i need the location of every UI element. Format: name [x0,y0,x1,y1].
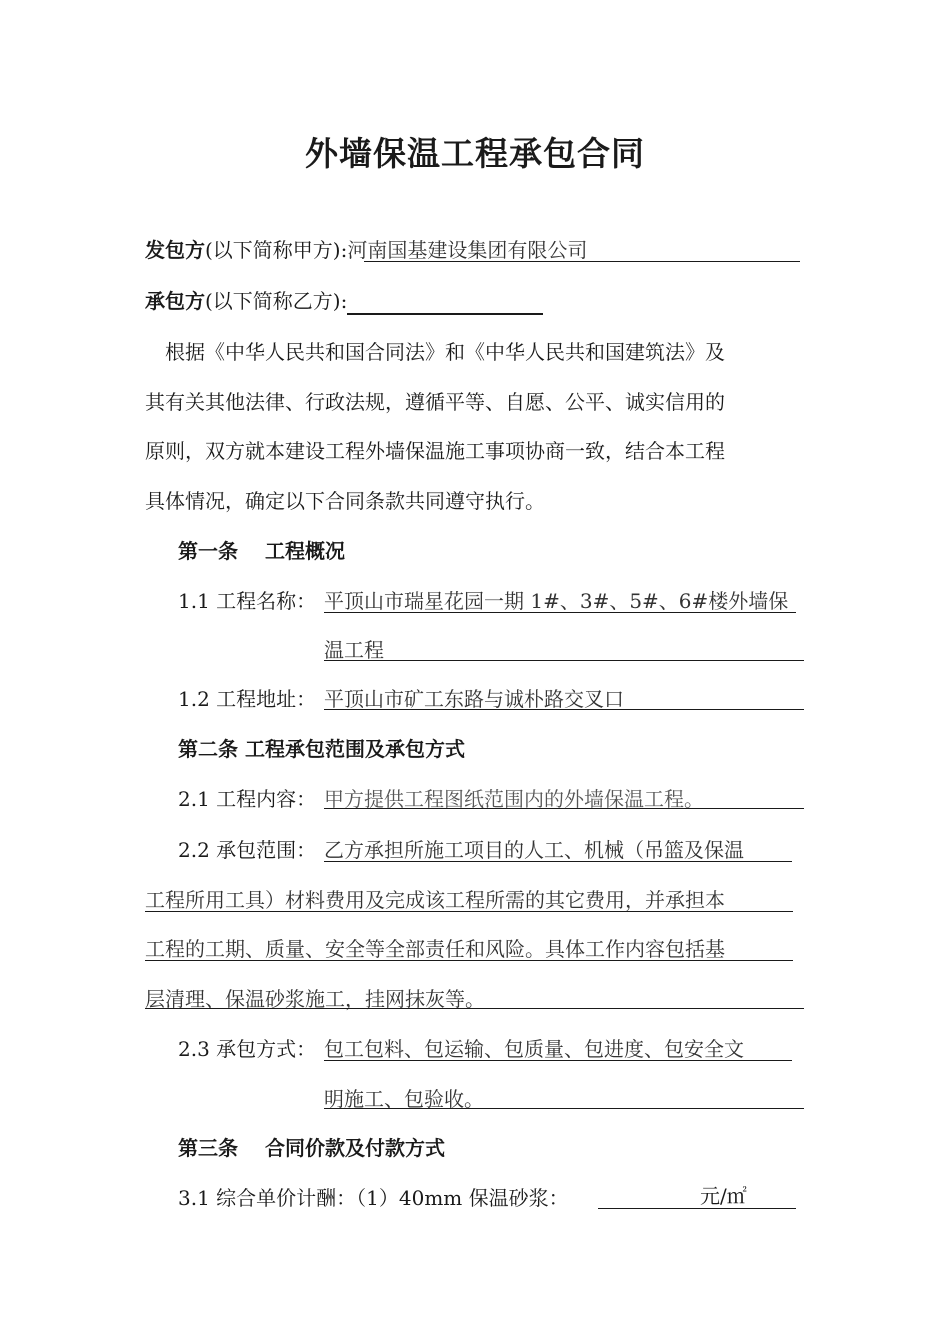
party-a-note: (以下简称甲方): [205,238,348,262]
item-2-1-label: 2.1 工程内容： [178,787,317,811]
item-2-1-value: 甲方提供工程图纸范围内的外墙保温工程。 [324,787,704,811]
party-b-note: (以下简称乙方): [205,289,348,313]
item-2-3-line1: 包工包料、包运输、包质量、包进度、包安全文 [324,1037,744,1061]
party-a-label: 发包方 [145,238,205,262]
item-2-2-underline-1 [324,861,792,862]
item-2-2-line3: 工程的工期、质量、安全等全部责任和风险。具体工作内容包括基 [145,937,725,961]
item-2-2-label: 2.2 承包范围： [178,838,317,862]
item-2-3-underline-1 [324,1060,792,1061]
article-2-heading: 第二条 工程承包范围及承包方式 [178,737,465,761]
item-1-2-value: 平顶山市矿工东路与诚朴路交叉口 [324,687,624,711]
item-2-2-line1: 乙方承担所施工项目的人工、机械（吊篮及保温 [324,838,744,862]
party-b-line [145,287,543,315]
item-2-2-underline-4 [145,1008,804,1009]
preamble-line-1: 根据《中华人民共和国合同法》和《中华人民共和国建筑法》及 [165,340,725,364]
item-2-2-underline-3 [145,960,793,961]
item-3-1-unit: 元/㎡ [700,1184,747,1208]
party-a-underline [364,261,800,262]
preamble-line-2: 其有关其他法律、行政法规，遵循平等、自愿、公平、诚实信用的 [145,390,725,414]
party-a-value: 河南国基建设集团有限公司 [347,238,588,262]
item-2-2-line4: 层清理、保温砂浆施工，挂网抹灰等。 [145,987,485,1011]
item-1-2-underline [324,709,804,710]
preamble-line-3: 原则，双方就本建设工程外墙保温施工事项协商一致，结合本工程 [145,439,725,463]
item-2-1-underline [324,808,804,809]
article-1-heading: 第一条 工程概况 [178,539,345,563]
item-2-3-label: 2.3 承包方式： [178,1037,317,1061]
item-1-1-underline-2 [324,660,804,661]
preamble-line-4: 具体情况，确定以下合同条款共同遵守执行。 [145,489,545,513]
item-2-2-underline-2 [145,911,793,912]
party-b-label: 承包方 [145,289,205,313]
party-b-blank[interactable] [347,291,543,315]
item-1-1-value-line2: 温工程 [324,638,384,662]
item-2-2-line2: 工程所用工具）材料费用及完成该工程所需的其它费用，并承担本 [145,888,725,912]
item-1-1-label: 1.1 工程名称： [178,589,317,613]
item-1-1-value-line1: 平顶山市瑞星花园一期 1#、3#、5#、6#楼外墙保 [324,589,789,613]
item-3-1-price-blank[interactable] [598,1208,796,1209]
document-title: 外墙保温工程承包合同 [305,134,645,173]
party-a-line [145,236,587,264]
item-2-3-line2: 明施工、包验收。 [324,1087,484,1111]
item-3-1-label: 3.1 综合单价计酬：（1）40mm 保温砂浆： [178,1186,569,1210]
item-2-3-underline-2 [324,1108,804,1109]
article-3-heading: 第三条 合同价款及付款方式 [178,1136,445,1160]
item-1-2-label: 1.2 工程地址： [178,687,317,711]
item-1-1-underline-1 [324,612,796,613]
